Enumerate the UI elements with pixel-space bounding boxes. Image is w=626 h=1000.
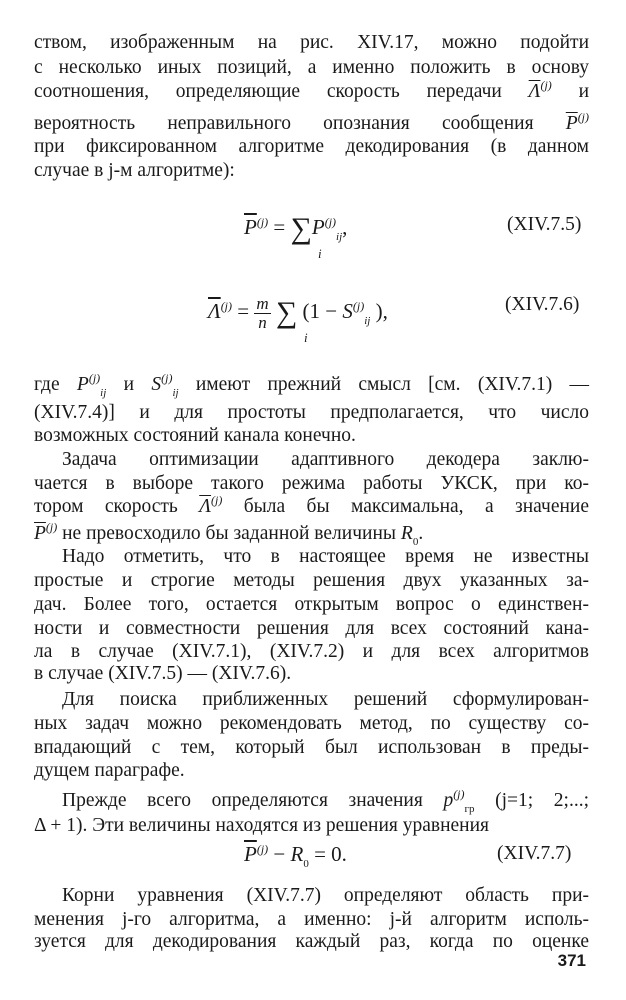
text-span: Надо отметить, что в настоящее время не известны — [62, 546, 589, 567]
sum-index: i — [318, 246, 322, 261]
text-line — [34, 712, 589, 736]
text-line — [34, 373, 589, 399]
fraction-denominator: n — [258, 312, 267, 332]
sum-symbol: ∑ — [275, 296, 298, 329]
sum-symbol: ∑ — [290, 212, 312, 245]
text-span: Корни уравнения (XIV.7.7) определяют область при- — [62, 885, 589, 906]
text-span: Для поиска приближенных решений сформулирован- — [62, 689, 589, 710]
lambda-symbol: $\overline{\Lambda}$ — [528, 81, 541, 102]
eq-paren: (1 − — [302, 299, 338, 323]
text-line — [34, 159, 589, 183]
text-line — [62, 884, 589, 908]
eq-tail: , — [342, 215, 348, 239]
text-line — [62, 688, 589, 712]
eq-sub: 0 — [303, 858, 309, 870]
text-span: не превосходило бы заданной величины — [62, 523, 397, 544]
text-line — [62, 789, 589, 815]
eq-sub: ij — [336, 231, 343, 243]
text-span: ности и совместности решения для всех состояний кана- — [34, 618, 589, 639]
eq-lhs: $\overline{P}$ — [244, 215, 257, 239]
text-line — [34, 908, 589, 932]
text-line — [34, 814, 589, 838]
p-symbol: $\overline{P}$ — [34, 523, 46, 544]
eq-tail: = 0. — [314, 842, 347, 866]
text-line — [34, 401, 589, 425]
text-line — [34, 80, 589, 105]
equation-xiv-7-6 — [208, 292, 388, 345]
text-span: менения j-го алгоритма, а именно: j-й алгоритм исполь- — [34, 909, 589, 930]
text-span: случае в j-м алгоритме): — [34, 160, 235, 181]
eq-relation: = — [273, 215, 286, 239]
text-line — [34, 424, 589, 448]
text-span: дущем параграфе. — [34, 760, 185, 781]
text-span: чается в выборе такого режима работы УКСК, при ко- — [34, 473, 589, 494]
text-line — [34, 31, 589, 55]
text-line — [34, 930, 589, 954]
text-span: Прежде всего определяются значения — [62, 790, 423, 811]
text-span: соотношения, определяющие скорость передачи — [34, 81, 502, 102]
sum-index: i — [304, 330, 308, 345]
text-line — [34, 617, 589, 641]
text-span: зуется для декодирования каждый раз, когда по оценке — [34, 931, 589, 952]
equation-number: (XIV.7.7) — [497, 843, 572, 864]
text-line — [34, 759, 589, 783]
text-line — [34, 593, 589, 617]
text-line — [34, 112, 589, 137]
text-line — [34, 472, 589, 496]
text-span: была бы максимальна, а значение — [243, 496, 589, 517]
equation-xiv-7-7 — [244, 842, 347, 870]
text-span: в случае (XIV.7.5) — (XIV.7.6). — [34, 663, 292, 684]
text-span: вероятность неправильного опознания сообщения — [34, 113, 534, 134]
fraction-numerator: m — [256, 293, 269, 313]
superscript: (j) — [577, 110, 590, 124]
text-line — [62, 545, 589, 569]
page-number: 371 — [557, 951, 586, 970]
text-span: ла в случае (XIV.7.1), (XIV.7.2) и для всех алгоритмов — [34, 641, 589, 662]
text-span: с несколько иных позиций, а именно положить в основу — [34, 57, 589, 78]
text-span: простые и строгие методы решения двух указанных за- — [34, 570, 589, 591]
subscript: ij — [172, 387, 179, 399]
s-symbol: S — [151, 374, 162, 395]
text-span: (XIV.7.4)] и для простоты предполагается, что число — [34, 402, 589, 423]
text-span: . — [418, 523, 424, 544]
eq-sup: (j) — [324, 215, 337, 229]
eq-sub: ij — [364, 315, 371, 327]
eq-sup: (j) — [256, 215, 269, 229]
eq-sup: (j) — [352, 299, 365, 313]
text-span: впадающий с тем, который был использован в преды- — [34, 737, 589, 758]
equation-xiv-7-5 — [244, 208, 348, 261]
eq-relation: − — [273, 842, 286, 866]
equation-number: (XIV.7.5) — [507, 214, 582, 235]
text-span: Задача оптимизации адаптивного декодера заклю- — [62, 449, 589, 470]
text-span: при фиксированном алгоритме декодирования (в данном — [34, 136, 589, 157]
text-line — [34, 495, 589, 520]
eq-sup: (j) — [256, 842, 269, 856]
p-symbol: p — [443, 790, 454, 811]
fraction — [254, 295, 270, 332]
text-span: тором скорость — [34, 496, 178, 517]
text-span: Δ + 1). Эти величины находятся из решения уравнения — [34, 815, 490, 836]
eq-relation: = — [237, 299, 250, 323]
text-line — [34, 640, 589, 664]
subscript: ij — [100, 387, 107, 399]
text-line — [34, 569, 589, 593]
text-span: и — [123, 374, 135, 395]
superscript: (j) — [540, 78, 552, 92]
text-line — [34, 736, 589, 760]
subscript: 0 — [412, 536, 419, 548]
text-span: ством, изображенным на рис. XIV.17, можно подойти — [34, 32, 589, 53]
text-span: где — [34, 374, 60, 395]
text-line — [34, 662, 589, 686]
r-symbol: R — [400, 523, 413, 544]
equation-number: (XIV.7.6) — [505, 294, 580, 315]
superscript: (j) — [88, 371, 101, 385]
text-span: ных задач можно рекомендовать метод, по существу со- — [34, 713, 589, 734]
text-span: (j=1; 2;...; — [495, 790, 590, 811]
superscript: (j) — [45, 520, 58, 534]
lambda-symbol: $\overline{\Lambda}$ — [199, 496, 212, 517]
eq-sup: (j) — [220, 299, 233, 313]
text-span: дач. Более того, остается открытым вопрос о единствен- — [34, 594, 589, 615]
text-span: и — [578, 81, 590, 102]
subscript: гр — [464, 803, 475, 815]
eq-rhs: S — [342, 299, 353, 323]
p-symbol: P — [76, 374, 89, 395]
eq-lhs: $\overline{P}$ — [244, 842, 257, 866]
text-span: возможных состояний канала конечно. — [34, 425, 356, 446]
r-symbol: R — [290, 842, 304, 866]
text-line — [34, 135, 589, 159]
text-line — [62, 448, 589, 472]
eq-rhs: P — [311, 215, 325, 239]
p-symbol: $\overline{P}$ — [565, 113, 578, 134]
eq-lhs: $\overline{\Lambda}$ — [208, 299, 221, 323]
superscript: (j) — [161, 371, 173, 385]
superscript: (j) — [453, 787, 465, 801]
superscript: (j) — [211, 493, 223, 507]
eq-paren: ), — [375, 299, 388, 323]
text-line — [34, 56, 589, 80]
text-span: имеют прежний смысл [см. (XIV.7.1) — — [195, 374, 590, 395]
